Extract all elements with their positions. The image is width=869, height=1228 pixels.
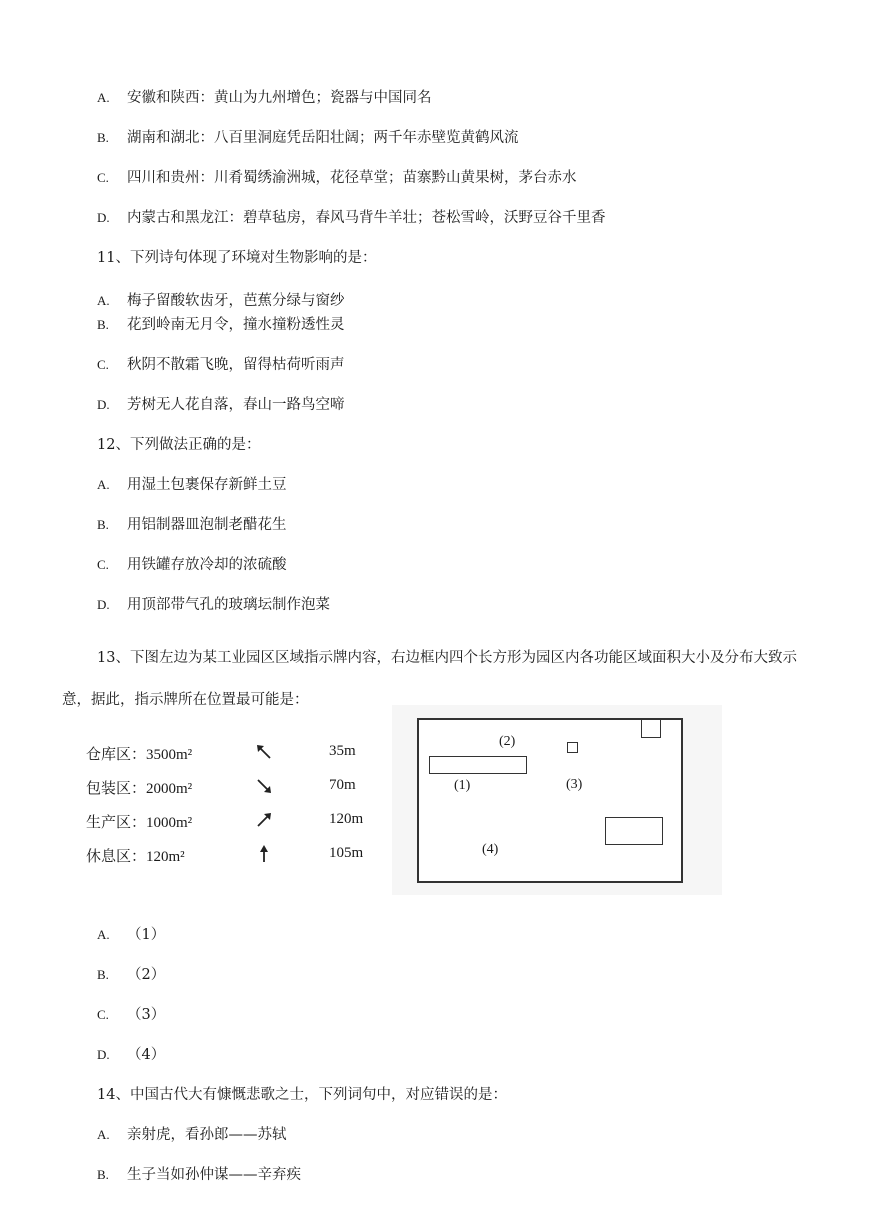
option-letter: D. xyxy=(97,1047,110,1062)
option-text: 花到岭南无月令，撞水撞粉透性灵 xyxy=(127,317,345,333)
option-text: 梅子留酸软齿牙，芭蕉分绿与窗纱 xyxy=(127,293,345,309)
option-text: 用铁罐存放冷却的浓硫酸 xyxy=(127,557,287,573)
sign-distance: 70m xyxy=(329,777,356,793)
q11-option-b xyxy=(97,315,345,335)
sign-area: 包装区：2000m² xyxy=(86,781,193,797)
q10-option-a xyxy=(97,88,432,108)
q12-stem: 12、下列做法正确的是： xyxy=(97,437,261,453)
q14-option-b xyxy=(97,1165,301,1185)
option-letter: B. xyxy=(97,517,109,532)
option-text: 芳树无人花自落，春山一路鸟空啼 xyxy=(127,397,345,413)
option-letter: D. xyxy=(97,597,110,612)
option-text: （3） xyxy=(127,1007,166,1023)
q13-option-c xyxy=(97,1005,165,1025)
q12-option-c xyxy=(97,555,287,575)
option-text: 湖南和湖北：八百里洞庭凭岳阳壮阔；两千年赤壁览黄鹤风流 xyxy=(127,130,519,146)
q13-figure xyxy=(62,705,722,895)
option-text: 用湿土包裹保存新鲜土豆 xyxy=(127,477,287,493)
option-letter: C. xyxy=(97,557,109,572)
q11-option-a xyxy=(97,291,345,311)
sign-distance: 120m xyxy=(329,811,364,827)
arrow-southeast-icon xyxy=(254,776,274,796)
sign-row-warehouse xyxy=(86,743,356,764)
q11-stem: 11、下列诗句体现了环境对生物影响的是： xyxy=(97,250,377,266)
sign-row-rest xyxy=(86,845,364,866)
option-text: 内蒙古和黑龙江：碧草毡房，春风马背牛羊壮；苍松雪岭，沃野豆谷千里香 xyxy=(127,210,606,226)
q12-option-b xyxy=(97,515,287,535)
map-label-4: (4) xyxy=(482,842,499,857)
option-letter: C. xyxy=(97,1007,109,1022)
map-label-1: (1) xyxy=(454,778,471,793)
sign-row-packaging xyxy=(86,777,356,798)
q11-option-c xyxy=(97,355,345,375)
option-text: 亲射虎，看孙郎——苏轼 xyxy=(127,1127,287,1143)
option-letter: A. xyxy=(97,477,110,492)
option-text: （2） xyxy=(127,967,166,983)
option-letter: B. xyxy=(97,317,109,332)
sign-area: 生产区：1000m² xyxy=(86,815,193,831)
sign-area: 仓库区：3500m² xyxy=(86,747,193,763)
q12-option-d xyxy=(97,595,330,615)
map-label-3: (3) xyxy=(566,777,583,792)
q14-option-a xyxy=(97,1125,287,1145)
option-text: 秋阴不散霜飞晚，留得枯荷听雨声 xyxy=(127,357,345,373)
region-rect-small xyxy=(567,742,578,753)
option-letter: A. xyxy=(97,927,110,942)
q13-option-d xyxy=(97,1045,165,1065)
option-text: 安徽和陕西：黄山为九州增色；瓷器与中国同名 xyxy=(127,90,432,106)
sign-area: 休息区：120m² xyxy=(86,849,185,865)
option-text: 生子当如孙仲谋——辛弃疾 xyxy=(127,1167,301,1183)
option-text: 用铝制器皿泡制老醋花生 xyxy=(127,517,287,533)
q13-option-b xyxy=(97,965,165,985)
option-text: （1） xyxy=(127,927,166,943)
option-letter: B. xyxy=(97,130,109,145)
arrow-north-icon xyxy=(254,844,274,864)
q13-stem-text: 13、下图左边为某工业园区区域指示牌内容，右边框内四个长方形为园区内各功能区域面积大小及分布大致示意，据此，指示牌所在位置最可能是： xyxy=(62,650,797,708)
sign-distance: 105m xyxy=(329,845,364,861)
option-letter: B. xyxy=(97,1167,109,1182)
option-letter: B. xyxy=(97,967,109,982)
q11-option-d xyxy=(97,395,345,415)
option-letter: D. xyxy=(97,210,110,225)
option-letter: A. xyxy=(97,293,110,308)
option-letter: C. xyxy=(97,170,109,185)
region-rect-corner xyxy=(641,718,661,738)
q14-stem: 14、中国古代大有慷慨悲歌之士，下列词句中，对应错误的是： xyxy=(97,1087,507,1103)
arrow-northeast-icon xyxy=(254,810,274,830)
arrow-northwest-icon xyxy=(254,742,274,762)
option-letter: C. xyxy=(97,357,109,372)
option-letter: A. xyxy=(97,90,110,105)
option-text: （4） xyxy=(127,1047,166,1063)
region-rect-1 xyxy=(429,756,527,774)
region-rect-4 xyxy=(605,817,663,845)
sign-distance: 35m xyxy=(329,743,356,759)
q10-option-b xyxy=(97,128,519,148)
sign-row-production xyxy=(86,811,364,832)
q12-option-a xyxy=(97,475,287,495)
option-letter: D. xyxy=(97,397,110,412)
park-map xyxy=(417,718,683,883)
q10-option-c xyxy=(97,168,577,188)
option-text: 用顶部带气孔的玻璃坛制作泡菜 xyxy=(127,597,330,613)
q13-option-a xyxy=(97,925,165,945)
option-text: 四川和贵州：川肴蜀绣渝洲城，花径草堂；苗寨黔山黄果树，茅台赤水 xyxy=(127,170,577,186)
map-label-2: (2) xyxy=(499,734,516,749)
q10-option-d xyxy=(97,208,606,228)
option-letter: A. xyxy=(97,1127,110,1142)
